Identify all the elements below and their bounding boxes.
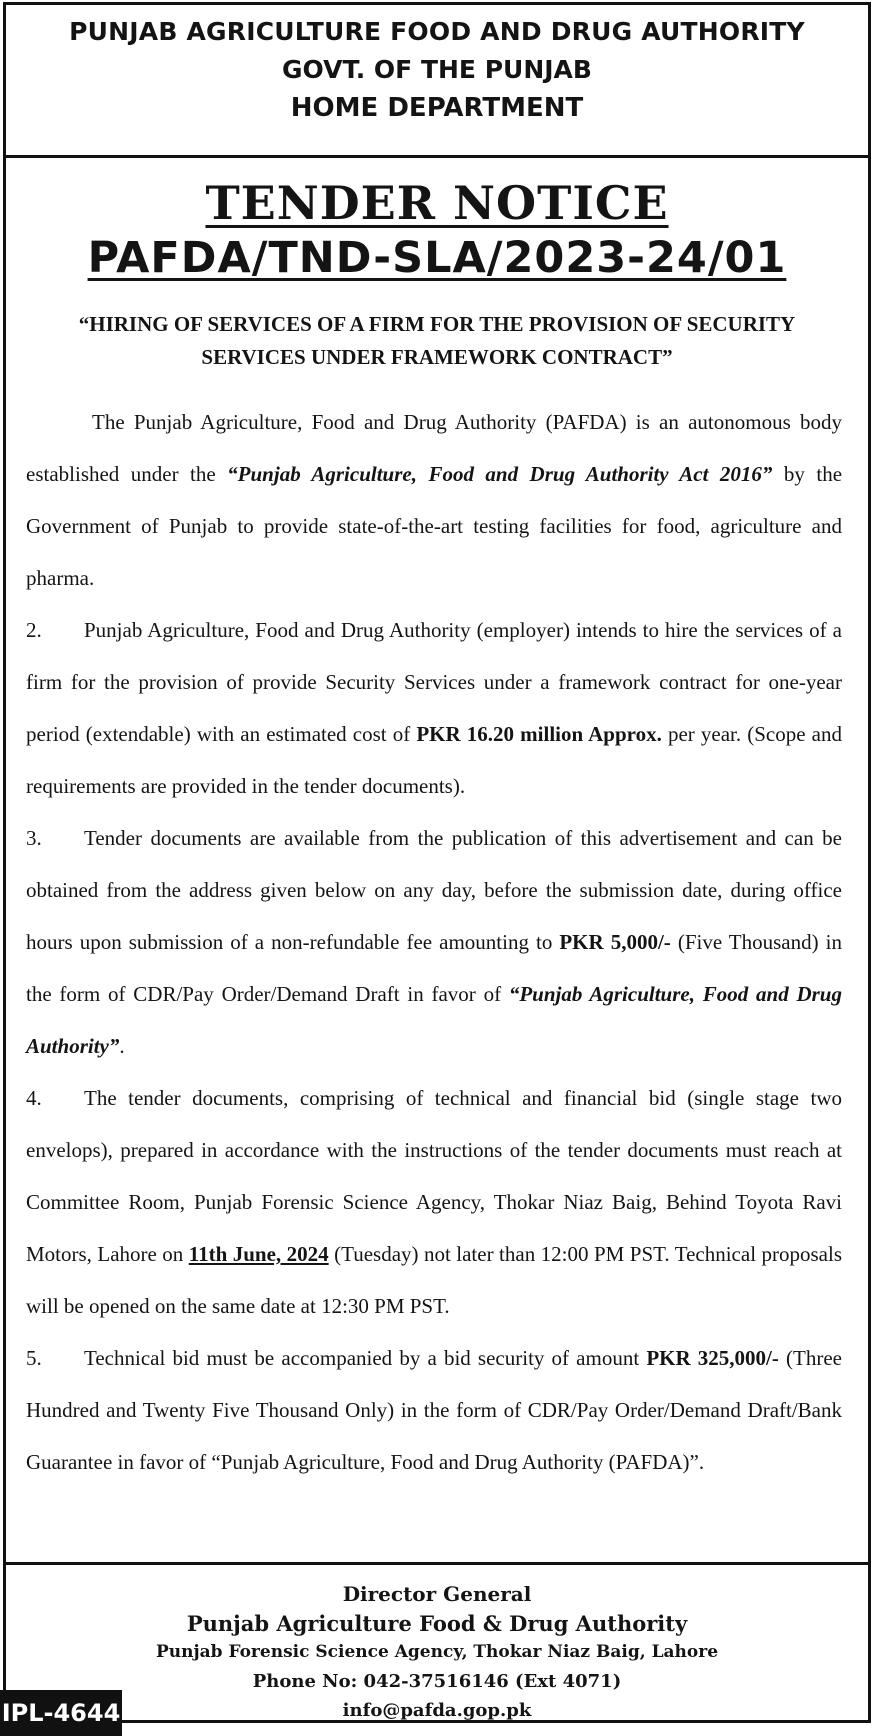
header	[6, 5, 868, 158]
notice-reference-text: PAFDA/TND-SLA/2023-24/01	[87, 233, 787, 283]
p5-bid-security: PKR 325,000/-	[646, 1346, 779, 1370]
p4-text-b: (Tuesday) not later than 12:00 PM PST. Technical proposals will be opened on the same date at 12:30 PM PST.	[26, 1242, 842, 1318]
paragraph-3	[26, 812, 842, 1072]
paragraph-1	[26, 396, 842, 604]
p5-text-b: (Three Hundred and Twenty Five Thousand Only) in the form of CDR/Pay Order/Demand Draft/Bank Guarantee in favor of “Punjab Agriculture, Food and Drug Authority (PAFDA)”.	[26, 1346, 842, 1474]
p4-text-a: The tender documents, comprising of technical and financial bid (single stage two envelops), prepared in accordance with the instructions of the tender documents must reach at Committee Room, Punjab Forensic Science Agency, Thokar Niaz Baig, Behind Toyota Ravi Motors, Lahore on	[26, 1086, 842, 1266]
subtitle-line-1: “HIRING OF SERVICES OF A FIRM FOR THE PROVISION OF SECURITY	[78, 312, 796, 336]
footer-divider	[6, 1562, 868, 1565]
title-block	[6, 176, 868, 286]
p1-act-name: “Punjab Agriculture, Food and Drug Authority Act 2016”	[227, 462, 773, 486]
paragraph-5	[26, 1332, 842, 1488]
notice-body	[6, 396, 868, 1488]
notice-title-text: TENDER NOTICE	[205, 176, 669, 230]
notice-subtitle	[6, 308, 868, 374]
signatory-organization: Punjab Agriculture Food & Drug Authority	[186, 1611, 688, 1636]
p4-number: 4.	[26, 1086, 42, 1110]
contact-email: info@pafda.gop.pk	[342, 1700, 532, 1721]
contact-phone: Phone No: 042-37516146 (Ext 4071)	[252, 1671, 622, 1692]
notice-frame	[3, 2, 871, 1723]
p4-submission-date: 11th June, 2024	[188, 1242, 329, 1266]
notice-title	[6, 176, 868, 230]
p2-text-b: per year. (Scope and requirements are provided in the tender documents).	[26, 722, 842, 798]
p2-number: 2.	[26, 618, 42, 642]
authority-name: PUNJAB AGRICULTURE FOOD AND DRUG AUTHORITY	[69, 17, 805, 46]
paragraph-2	[26, 604, 842, 812]
p2-text-a: Punjab Agriculture, Food and Drug Authority (employer) intends to hire the services of a firm for the provision of provide Security Services under a framework contract for one-year period (extendable) with an estimated cost of	[26, 618, 842, 746]
p1-text-b: by the Government of Punjab to provide state-of-the-art testing facilities for food, agriculture and pharma.	[26, 462, 843, 590]
p3-text-a: Tender documents are available from the publication of this advertisement and can be obtained from the address given below on any day, before the submission date, during office hours upon submission of a non-refundable fee amounting to	[26, 826, 842, 954]
paragraph-4	[26, 1072, 842, 1332]
notice-reference	[6, 230, 868, 286]
government-name: GOVT. OF THE PUNJAB	[282, 55, 592, 84]
p1-text-a: The Punjab Agriculture, Food and Drug Authority (PAFDA) is an autonomous body established under the	[26, 410, 842, 486]
p3-number: 3.	[26, 826, 42, 850]
p5-text-a: Technical bid must be accompanied by a bid security of amount	[84, 1346, 647, 1370]
ipl-code-badge: IPL-4644	[0, 1690, 122, 1736]
department-name: HOME DEPARTMENT	[290, 93, 584, 123]
p3-text-c: .	[119, 1034, 125, 1058]
p5-number: 5.	[26, 1346, 42, 1370]
p3-text-b: (Five Thousand) in the form of CDR/Pay Order/Demand Draft in favor of	[26, 930, 842, 1006]
p3-fee: PKR 5,000/-	[559, 930, 671, 954]
footer-contact	[6, 1580, 868, 1725]
subtitle-line-2: SERVICES UNDER FRAMEWORK CONTRACT”	[201, 345, 673, 369]
p2-cost: PKR 16.20 million Approx.	[416, 722, 662, 746]
signatory-address: Punjab Forensic Science Agency, Thokar Niaz Baig, Lahore	[155, 1642, 719, 1662]
signatory-designation: Director General	[342, 1582, 532, 1606]
p3-payee: “Punjab Agriculture, Food and Drug Authority”	[26, 982, 842, 1058]
